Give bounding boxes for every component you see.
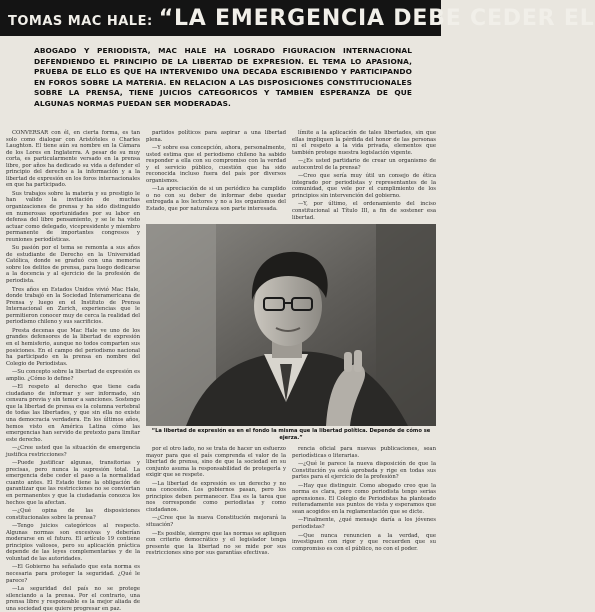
article-column-middle-top [146,130,286,224]
paragraph: —Es posible, siempre que las normas se apliquen con criterio democrático y el legislador tenga presente que la libertad no se mide por sus restricciones sino por sus garantías efectivas. [146,530,286,557]
paragraph: límite a la aplicación de tales libertades, sin que ellas impliquen la pérdida del honor de las personas ni el respeto a la vida privada, elementos que también protege nuestra legislación vigente. [292,130,436,156]
paragraph: —La apreciación de si un periódico ha cumplido o no con su deber de informar debe quedar entregada a los lectores y no a los organismos del Estado, que por naturaleza son parte interesada. [146,186,286,213]
paragraph: —¿Cree usted que la situación de emergencia justifica restricciones? [6,445,140,458]
article-column-right-bottom [292,446,436,596]
paragraph: Su pasión por el tema se remonta a sus años de estudiante de Derecho en la Universidad Católica, donde se graduó con una memoria sobre los delitos de prensa, para luego dedicarse a la docencia y al ejercicio de la profesión de periodista. [6,245,140,285]
paragraph: —Que nunca renuncien a la verdad, que investiguen con rigor y que recuerden que su compromiso es con el público, no con el poder. [292,532,436,552]
paragraph: partidos políticos para aspirar a una libertad plena. [146,130,286,143]
paragraph: Tres años en Estados Unidos vivió Mac Hale, donde trabajó en la Sociedad Interamericana de Prensa y luego en el Instituto de Prensa Internacional en Zurich, experiencias que le permitieron conocer muy de cerca la realidad del periodismo chileno y sus sacrificios. [6,286,140,326]
portrait-illustration [146,224,436,426]
paragraph: —El respeto al derecho que tiene cada ciudadano de informar y ser informado, sin censura previa y sin temor a sanciones. Sostengo que la libertad de prensa es la columna vertebral de todas las libertades, y que sin ella no existe una democracia verdadera. En los últimos años, hemos visto en América Latina cómo las emergencias han servido de pretexto para limitar este derecho. [6,384,140,443]
headline-main: “LA EMERGENCIA DEBE CEDER EL [158,6,595,31]
paragraph: —¿Qué opina de las disposiciones constitucionales sobre la prensa? [6,508,140,521]
paragraph: —Finalmente, ¿qué mensaje daría a los jóvenes periodistas? [292,517,436,531]
paragraph: por el otro lado, no se trata de hacer un esfuerzo mayor para que el país comprenda el valor de la libertad de prensa, sino de que la sociedad en su conjunto asuma la responsabilidad de protegerla y exigir que se respete. [146,446,286,479]
headline-bar [0,0,595,36]
paragraph: —Creo que sería muy útil un consejo de ética integrado por periodistas y representantes de la comunidad, que vele por el cumplimiento de los principios sin intervención del gobierno. [292,173,436,199]
article-column-right-top [292,130,436,224]
paragraph: —¿Es usted partidario de crear un organismo de autocontrol de la prensa? [292,158,436,171]
article-column-middle-bottom [146,446,286,596]
headline-kicker: TOMAS MAC HALE: [8,14,153,29]
paragraph: Presta decenas que Mac Hale ve uno de los grandes defensores de la libertad de expresión en el hemisferio, aunque no todos comparten sus posiciones. En el campo del periodismo nacional ha participado en la prensa en nombre del Colegio de Periodistas. [6,327,140,367]
paragraph: —¿Cree que la nueva Constitución mejorará la situación? [146,515,286,529]
paragraph: —Y sobre esa concepción, ahora, personalmente, usted estima que el periodismo chileno ha sabido responder a ella con su compromiso con la verdad y el servicio público, cuestión que ha sido reconocida incluso fuera del país por diversos organismos. [146,145,286,184]
portrait-photo [146,224,436,426]
paragraph: —¿Qué le parece la nueva disposición de que la Constitución ya está aprobada y rige en todas sus partes para el ejercicio de la profesión? [292,461,436,481]
paragraph: —Su concepto sobre la libertad de expresión es amplio. ¿Cómo lo define? [6,369,141,382]
article-column-left [6,130,141,612]
paragraph: —Y, por último, el ordenamiento del inciso constitucional al Título III, a fin de sostener esa libertad. [292,201,436,221]
paragraph: —La seguridad del país no se protege silenciando a la prensa. Por el contrario, una prensa libre y responsable es la mejor aliada de una sociedad que quiere progresar en paz. [6,586,140,612]
paragraph: —El Gobierno ha señalado que esta norma es necesaria para proteger la seguridad. ¿Qué le parece? [6,564,140,584]
article-deck: ABOGADO Y PERIODISTA, MAC HALE HA LOGRADO FIGURACION INTERNACIONAL DEFENDIENDO EL PRINCIPIO DE LA LIBERTAD DE EXPRESION. EL TEMA LO APASIONA, PRUEBA DE ELLO ES QUE HA INTERVENIDO UNA DECADA ESCRIBIENDO Y PARTICIPANDO EN FOROS SOBRE LA MATERIA. EN RELACION A LAS DISPOSICIONES CONSTITUCIONALES SOBRE LA PRENSA, TIENE JUICIOS CATEGORICOS Y TAMBIEN ESPERANZA DE QUE ALGUNAS NORMAS PUEDAN SER MODERADAS. [34,46,412,108]
paragraph: —Puede justificar algunas, transitorias y precisas, pero nunca la supresión total. La emergencia debe ceder el paso a la normalidad cuanto antes. El Estado tiene la obligación de garantizar que las restricciones no se conviertan en permanentes y que la ciudadanía conozca los hechos que la afectan. [6,460,140,506]
paragraph: Sus trabajos sobre la materia y su prestigio le han valido la invitación de muchas organizaciones de prensa y ha sido distinguido en numerosas oportunidades por su labor en defensa del libre pensamiento, y se le ha visto actuar como delegado, vicepresidente y miembro permanente de importantes congresos y reuniones periodísticas. [6,190,140,243]
paragraph: —La libertad de expresión es un derecho y no una concesión. Los gobiernos pasan, pero los principios deben permanecer. Esa es la tarea que nos corresponde como periodistas y como ciudadanos. [146,480,286,513]
paragraph: —Tengo juicios categóricos al respecto. Algunas normas son excesivas y deberían moderarse en el futuro. El artículo 19 contiene principios valiosos, pero su aplicación práctica depende de las leyes complementarias y de la voluntad de las autoridades. [6,523,140,562]
photo-caption: “La libertad de expresión es en el fondo la misma que la libertad política. Depende de cómo se ejerza.” [151,428,431,441]
paragraph: —Hay que distinguir. Como abogado creo que la norma es clara, pero como periodista tengo serias aprensiones. El Colegio de Periodistas ha planteado reiteradamente sus puntos de vista y esperamos que sean acogidos en la reglamentación que se dicte. [292,482,436,515]
paragraph: rencia oficial para nuevas publicaciones, sean periodísticas o literarias. [292,446,436,459]
paragraph: CONVERSAR con él, en cierta forma, es tan solo como dialogar con Aristóteles o Charles Laughton. El tiene aún su nombre en la Cámara de los Lores en Inglaterra. A pesar de su muy corta, es particularmente versado en la prensa libre, por años ha dedicado su vida a defender el principio del derecho a la información y a la libertad de expresión en los foros internacionales en que ha participado. [6,130,140,189]
